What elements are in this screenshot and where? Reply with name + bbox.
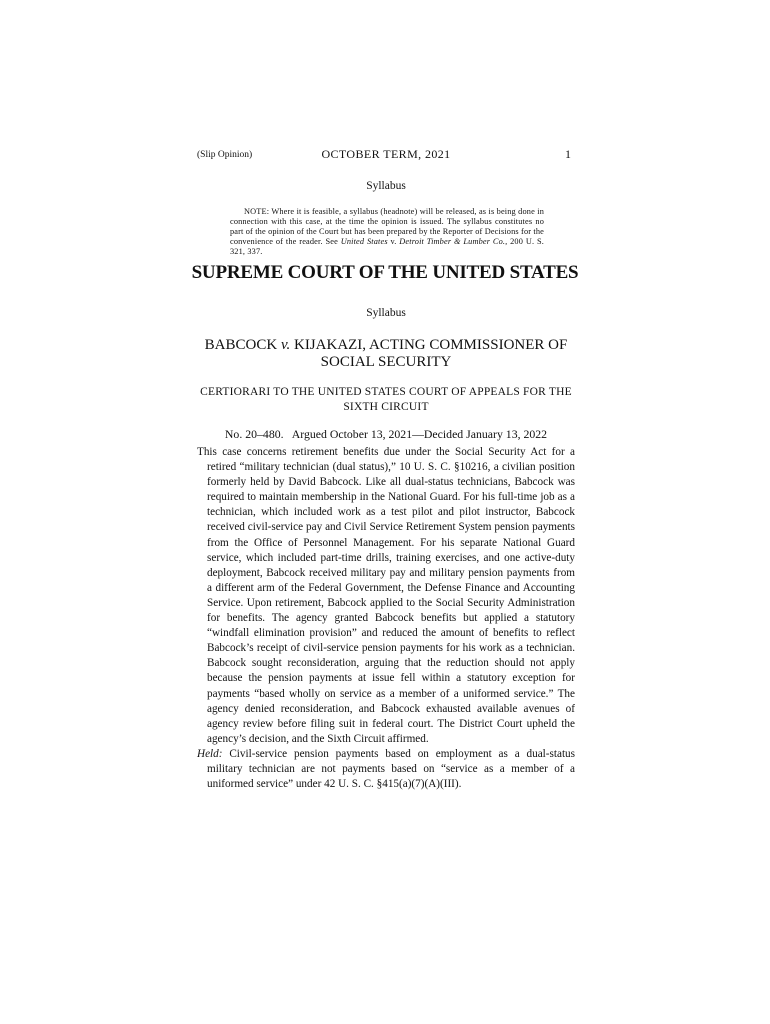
syllabus-body	[197, 445, 575, 792]
syllabus-label: Syllabus	[366, 307, 406, 319]
caption-party2: KIJAKAZI, ACTING COMMISSIONER OF SOCIAL SECURITY	[293, 337, 568, 370]
syllabus-label-top: Syllabus	[366, 180, 406, 192]
docket-line: No. 20–480. Argued October 13, 2021—Decided January 13, 2022	[224, 427, 548, 441]
held-text: Civil-service pension payments based on employment as a dual-status military technician are not payments based on “service as a member of a uniformed service” under 42 U. S. C. §415(a)(7)(A)(III).	[207, 747, 575, 791]
note-citation-party2: Detroit Timber & Lumber Co.,	[399, 237, 508, 246]
caption-party1: BABCOCK	[204, 337, 278, 353]
facts-paragraph: This case concerns retirement benefits due under the Social Security Act for a retired “military technician (dual status),” 10 U. S. C. §10216, a civilian position formerly held by David Babcock. Like all dual-status technicians, Babcock was required to maintain membership in the National Guard. For his full-time job as a technician, which included work as a test pilot and pilot instructor, Babcock received civil-service pay and Civil Service Retirement System pension payments from the Office of Personnel Management. For his separate National Guard service, which included part-time drills, training exercises, and one active-duty deployment, Babcock received military pay and military pension payments from a different arm of the Federal Government, the Defense Finance and Accounting Service. Upon retirement, Babcock applied to the Social Security Administration for benefits. The agency granted Babcock benefits but applied a statutory “windfall elimination provision” and reduced the amount of benefits to reflect Babcock’s receipt of civil-service pension payments for his work as a technician. Babcock sought reconsideration, arguing that the reduction should not apply because the pension payments at issue fell within a statutory exception for payments “based wholly on service as a member of a uniformed service.” The agency denied reconsideration, and Babcock exhausted available avenues of agency review before filing suit in federal court. The District Court upheld the agency’s decision, and the Sixth Circuit affirmed.	[197, 446, 575, 745]
held-paragraph	[197, 747, 575, 792]
certiorari-line: CERTIORARI TO THE UNITED STATES COURT OF APPEALS FOR THE SIXTH CIRCUIT	[200, 386, 572, 413]
caption-v: v.	[280, 337, 291, 353]
page-header	[197, 147, 575, 165]
slip-opinion-label: (Slip Opinion)	[197, 150, 253, 160]
reporter-note	[230, 207, 544, 257]
note-label: NOTE:	[244, 207, 270, 216]
page-number: 1	[565, 147, 571, 161]
note-citation-party1: United States	[340, 237, 388, 246]
note-citation-tail: 200 U. S. 321, 337.	[230, 237, 544, 256]
term-heading: OCTOBER TERM, 2021	[321, 147, 451, 161]
court-title: SUPREME COURT OF THE UNITED STATES	[191, 262, 579, 283]
case-caption	[190, 337, 582, 371]
held-label: Held:	[197, 747, 223, 760]
note-text: Where it is feasible, a syllabus (headnote) will be released, as is being done in connection with this case, at the time the opinion is issued. The syllabus constitutes no part of the opinion of the Court but has been prepared by the Reporter of Decisions for the convenience of the reader. See	[230, 207, 544, 246]
note-citation-v: v.	[390, 237, 397, 246]
